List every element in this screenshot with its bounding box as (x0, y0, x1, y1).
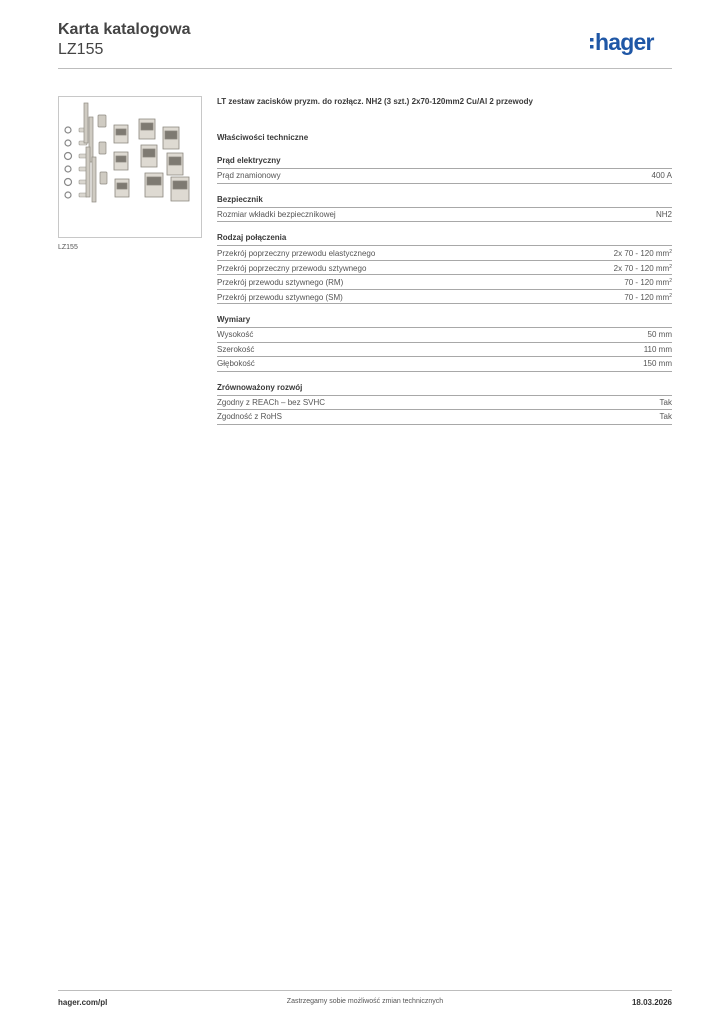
property-label: Zgodny z REACh – bez SVHC (217, 397, 326, 407)
property-row (217, 275, 672, 290)
footer-website-link[interactable]: hager.com/pl (58, 998, 108, 1007)
property-value (624, 290, 672, 304)
property-value-text: 110 mm (643, 344, 672, 354)
property-value (644, 343, 672, 356)
property-value (652, 169, 672, 182)
unit-superscript: 2 (669, 292, 672, 299)
header-divider (58, 68, 672, 69)
property-group-title: Bezpiecznik (217, 194, 672, 208)
product-details (217, 96, 672, 435)
property-value (624, 275, 672, 289)
property-group-title: Wymiary (217, 314, 672, 328)
property-row (217, 290, 672, 305)
footer-date: 18.03.2026 (631, 998, 672, 1007)
property-value-text: Tak (659, 397, 672, 407)
property-label: Zgodność z RoHS (217, 412, 282, 421)
property-row (217, 246, 672, 261)
property-group (217, 232, 672, 304)
unit-superscript: 2 (669, 249, 672, 255)
property-group (217, 155, 672, 184)
property-row (217, 208, 672, 223)
property-group (217, 194, 672, 223)
property-row (217, 261, 672, 276)
property-row (217, 410, 672, 425)
property-value (643, 357, 672, 370)
property-value (614, 261, 672, 275)
property-group (217, 314, 672, 372)
property-value-text: 2x 70 - 120 mm (613, 263, 670, 273)
technical-properties-heading: Właściwości techniczne (217, 133, 309, 142)
property-value (648, 328, 672, 341)
property-row (217, 328, 672, 343)
property-label: Przekrój poprzeczny przewodu elastycznego (217, 249, 376, 258)
property-groups (217, 155, 672, 425)
property-value-text: 2x 70 - 120 mm (613, 249, 670, 258)
property-group (217, 382, 672, 425)
product-image (58, 96, 202, 238)
property-label: Prąd znamionowy (217, 171, 281, 180)
property-group-title: Rodzaj połączenia (217, 232, 672, 246)
property-value-text: Tak (659, 412, 672, 421)
product-code: LZ155 (58, 41, 104, 58)
footer-disclaimer: Zastrzegamy sobie możliwość zmian technicznych (286, 998, 444, 1005)
property-label: Przekrój przewodu sztywnego (RM) (217, 278, 344, 287)
property-value-text: 400 A (651, 171, 672, 180)
property-label: Przekrój poprzeczny przewodu sztywnego (217, 263, 367, 273)
property-value-text: 50 mm (647, 330, 672, 339)
property-label: Wysokość (217, 330, 254, 339)
property-group-title: Prąd elektryczny (217, 155, 672, 169)
property-label: Rozmiar wkładki bezpiecznikowej (217, 209, 336, 219)
property-row (217, 343, 672, 358)
hager-logo (590, 26, 672, 58)
property-value-text: 150 mm (643, 359, 672, 368)
logo-wordmark: hager (595, 29, 654, 55)
property-value (660, 396, 672, 409)
product-description: LT zestaw zacisków pryzm. do rozłącz. NH2 (3 szt.) 2x70-120mm2 Cu/Al 2 przewody (217, 97, 533, 106)
property-label: Szerokość (217, 344, 255, 354)
property-group-title: Zrównoważony rozwój (217, 382, 672, 396)
unit-superscript: 2 (669, 278, 672, 284)
property-value (660, 410, 672, 423)
document-title: Karta katalogowa (58, 21, 191, 38)
property-value-text: NH2 (655, 209, 672, 219)
footer-divider (58, 990, 672, 991)
prism-clamps-illustration (59, 97, 201, 237)
property-value (656, 208, 672, 221)
property-value-text: 70 - 120 mm (624, 278, 670, 287)
property-row (217, 169, 672, 184)
page-header (58, 20, 672, 60)
property-label: Przekrój przewodu sztywnego (SM) (217, 292, 343, 302)
image-caption: LZ155 (58, 244, 78, 251)
property-row (217, 396, 672, 411)
property-label: Głębokość (217, 359, 255, 368)
property-row (217, 357, 672, 372)
unit-superscript: 2 (669, 263, 672, 270)
property-value (614, 246, 672, 260)
property-value-text: 70 - 120 mm (624, 292, 670, 302)
